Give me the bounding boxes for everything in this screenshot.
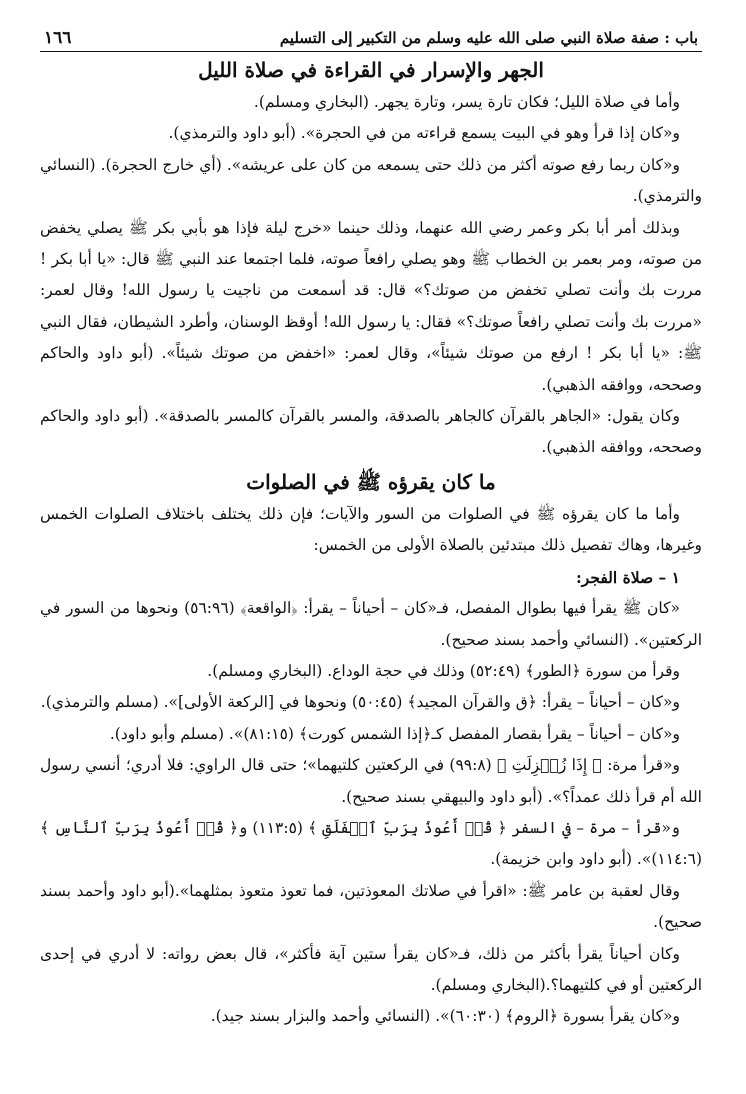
paragraph: و«كان يقرأ بسورة ﴿الروم﴾ (٦٠:٣٠)». (النسائي وأحمد والبزار بسند جيد). — [210, 1007, 680, 1026]
paragraph: وكان أحياناً يقرأ بأكثر من ذلك، فـ«كان يقرأ ستين آية فأكثر»، قال بعض رواته: لا أدري في إحدى الركعتين أو في كلتيهما؟.(البخاري ومسلم). — [40, 944, 702, 994]
section-heading-night-prayer: الجهر والإسرار في القراءة في صلاة الليل — [198, 58, 544, 82]
chapter-title: باب : صفة صلاة النبي صلى الله عليه وسلم من التكبير إلى التسليم — [279, 29, 698, 47]
paragraph: و«قرأ – مرة – في السفر ﴿ قُلۡ أَعُوذُ بِرَبِّ ٱلۡفَلَقِ ﴾ (١١٣:٥) و﴿ قُلۡ أَعُوذُ بِرَبِّ ٱلنَّاسِ ﴾ (١١٤:٦)». (أبو داود وابن خزيمة). — [40, 818, 702, 869]
paragraph: و«كان إذا قرأ وهو في البيت يسمع قراءته من في الحجرة». (أبو داود والترمذي). — [168, 124, 680, 143]
list-item-label: ١ – صلاة الفجر: — [576, 567, 680, 587]
paragraph: وقال لعقبة بن عامر ﷺ: «اقرأ في صلاتك المعوذتين، فما تعوذ متعوذ بمثلهما».(أبو داود وأحمد بسند صحيح). — [40, 881, 702, 932]
paragraph: و«قرأ مرة: ﴿ إِذَا زُلۡزِلَتِ ﴾ (٩٩:٨) في الركعتين كلتيهما»؛ حتى قال الراوي: فلا أدري؛ أنسي رسول الله أم قرأ ذلك عمداً؟». (أبو داود والبيهقي بسند صحيح). — [40, 756, 702, 806]
paragraph: وقرأ من سورة ﴿الطور﴾ (٥٢:٤٩) وذلك في حجة الوداع. (البخاري ومسلم). — [207, 661, 680, 680]
paragraph: وأما ما كان يقرؤه ﷺ في الصلوات من السور والآيات؛ فإن ذلك يختلف باختلاف الصلوات الخمس وغيرها، وهاك تفصيل ذلك مبتدئين بالصلاة الأولى من الخمس: — [40, 504, 702, 555]
page-number: ١٦٦ — [44, 28, 72, 48]
paragraph: وبذلك أمر أبا بكر وعمر رضي الله عنهما، وذلك حينما «خرج ليلة فإذا هو بأبي بكر ﷺ يصلي يخفض من صوته، ومر بعمر بن الخطاب ﷺ وهو يصلي رافعاً صوته، فلما اجتمعا عند النبي ﷺ قال: «يا أبا بكر ! مررت بك وأنت تصلي تخفض من صوتك؟» قال: قد أسمعت من ناجيت يا رسول الله! وقال لعمر: «مررت بك وأنت تصلي رافعاً صوتك؟» فقال: يا رسول الله! أوقظ الوسنان، وأطرد الشيطان، فقال النبي ﷺ: «يا أبا بكر ! ارفع من صوتك شيئاً»، وقال لعمر: «اخفض من صوتك شيئاً». (أبو داود والحاكم وصححه، ووافقه الذهبي). — [40, 218, 702, 394]
paragraph: و«كان – أحياناً – يقرأ: ﴿ق والقرآن المجيد﴾ (٥٠:٤٥) ونحوها في [الركعة الأولى]». (مسلم والترمذي). — [40, 693, 680, 712]
paragraph: وكان يقول: «الجاهر بالقرآن كالجاهر بالصدقة، والمسر بالقرآن كالمسر بالصدقة». (أبو داود والحاكم وصححه، ووافقه الذهبي). — [40, 407, 702, 457]
section-heading-recitation: ما كان يقرؤه ﷺ في الصلوات — [246, 469, 496, 494]
paragraph: وأما في صلاة الليل؛ فكان تارة يسر، وتارة يجهر. (البخاري ومسلم). — [253, 93, 680, 111]
paragraph: و«كان ربما رفع صوته أكثر من ذلك حتى يسمعه من كان على عريشه». (أي خارج الحجرة). (النسائي والترمذي). — [40, 155, 702, 206]
running-header — [40, 28, 702, 52]
paragraph: «كان ﷺ يقرأ فيها بطوال المفصل، فـ«كان – أحياناً – يقرأ: ﴿الواقعة﴾ (٥٦:٩٦) ونحوها من السور في الركعتين». (النسائي وأحمد بسند صحيح). — [40, 599, 702, 649]
paragraph: و«كان – أحياناً – يقرأ بقصار المفصل كـ﴿إذا الشمس كورت﴾ (٨١:١٥)». (مسلم وأبو داود). — [109, 724, 680, 743]
